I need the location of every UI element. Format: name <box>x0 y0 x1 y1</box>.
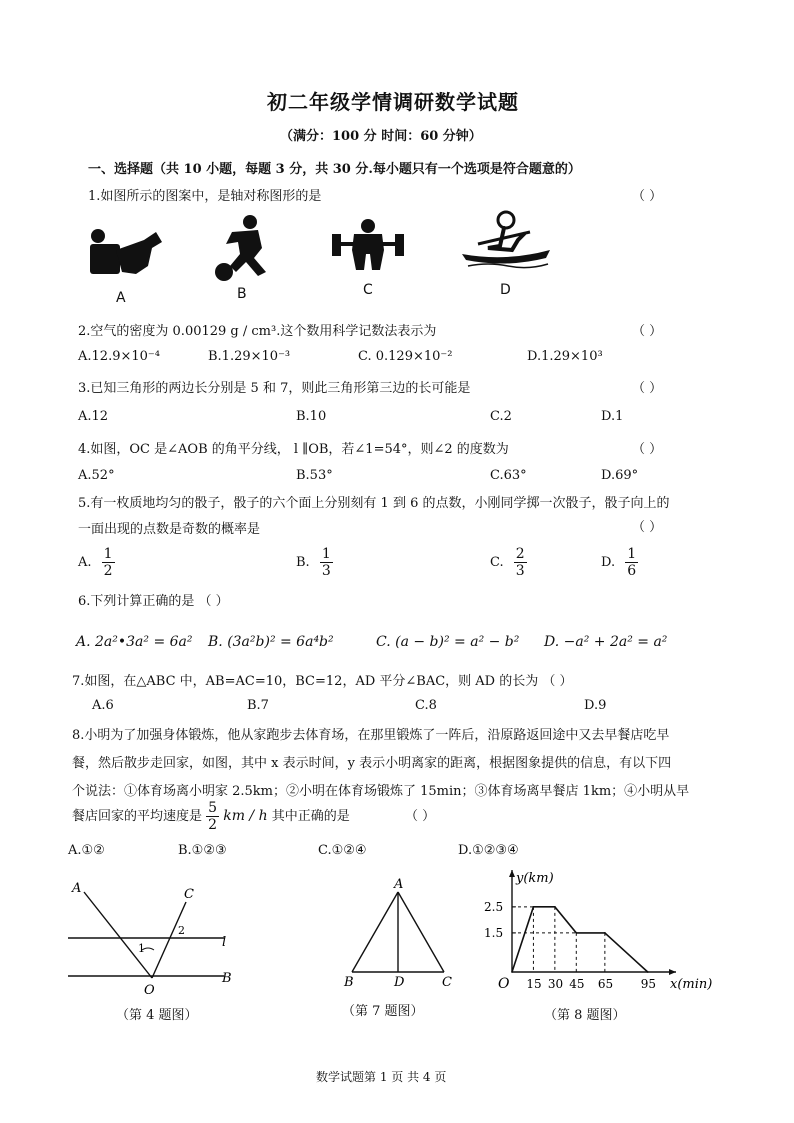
q7-option-a[interactable]: A.6 <box>92 698 114 713</box>
q5-option-a-letter: A. <box>78 555 92 571</box>
q7-option-b[interactable]: B.7 <box>247 698 269 713</box>
q3-option-b[interactable]: B.10 <box>296 409 327 424</box>
q5-text-line2: 一面出现的点数是奇数的概率是 <box>78 522 261 537</box>
q8-speed-fraction: $\frac{5}{2}$ <box>208 800 218 834</box>
data-point <box>604 932 606 934</box>
q8-option-d[interactable]: D.①②③④ <box>458 843 519 858</box>
y-tick-label: 2.5 <box>484 899 504 914</box>
q1-label-c: C <box>363 282 373 298</box>
q1-label-b: B <box>237 286 247 302</box>
fig4-ray-oc <box>152 902 186 978</box>
q4-answer-paren[interactable]: （ ） <box>632 442 663 457</box>
fig4-label-o: O <box>144 983 155 998</box>
y-axis-label: y(km) <box>516 871 554 886</box>
fig4-label-1: 1 <box>138 942 145 955</box>
q6-text: 6.下列计算正确的是 （ ） <box>78 594 229 609</box>
q1-figure-d <box>458 210 554 270</box>
q4-option-c[interactable]: C.63° <box>490 468 527 483</box>
q5-option-b[interactable] <box>296 546 333 579</box>
page-footer: 数学试题第 1 页 共 4 页 <box>316 1070 447 1084</box>
q8-text-line4-pre: 餐店回家的平均速度是 <box>72 809 203 825</box>
q2-text: 2.空气的密度为 0.00129 g / cm³.这个数用科学记数法表示为 <box>78 324 437 339</box>
q3-option-a[interactable]: A.12 <box>78 409 109 424</box>
q5-option-b-fraction: $\frac{1}{3}$ <box>321 546 331 580</box>
q8-option-a[interactable]: A.①② <box>68 843 105 858</box>
q4-option-a[interactable]: A.52° <box>78 468 115 483</box>
q3-option-d[interactable]: D.1 <box>601 409 624 424</box>
q5-option-d[interactable] <box>601 546 638 579</box>
rower-head-icon <box>498 212 514 228</box>
fig8-chart <box>478 868 713 996</box>
q3-option-c[interactable]: C.2 <box>490 409 512 424</box>
q8-text-line4-post: 其中正确的是 <box>271 809 350 825</box>
q4-text: 4.如图，OC 是∠AOB 的角平分线， l ∥OB，若∠1=54°，则∠2 的度数为 <box>78 442 509 457</box>
y-tick-label: 1.5 <box>484 925 504 940</box>
page-subtitle: （满分：100 分 时间：60 分钟） <box>280 129 482 144</box>
q8-text-line4 <box>72 800 350 833</box>
q8-option-b[interactable]: B.①②③ <box>178 843 227 858</box>
x-tick-label: 15 <box>526 977 542 991</box>
fig7-side-ac <box>398 892 444 972</box>
q6-option-b[interactable]: B. (3a²b)² = 6a⁴b² <box>208 634 334 650</box>
q5-answer-paren[interactable]: （ ） <box>632 520 663 535</box>
data-point <box>533 906 535 908</box>
q1-figure-a <box>86 226 166 286</box>
data-point <box>647 971 649 973</box>
fig7-label-a: A <box>394 877 404 892</box>
fig7-diagram <box>338 878 458 990</box>
section-heading: 一、选择题（共 10 小题，每题 3 分，共 30 分.每小题只有一个选项是符合题意的） <box>88 162 581 177</box>
q6-option-c[interactable]: C. (a − b)² = a² − b² <box>376 634 520 650</box>
q2-option-a[interactable]: A.12.9×10⁻⁴ <box>78 349 160 364</box>
q5-option-b-letter: B. <box>296 555 310 571</box>
q7-option-d[interactable]: D.9 <box>584 698 607 713</box>
q1-answer-paren[interactable]: （ ） <box>632 189 663 204</box>
q5-text-line1: 5.有一枚质地均匀的骰子，骰子的六个面上分别刻有 1 到 6 的点数，小刚同学掷一次骰子，骰子向上的 <box>78 496 670 511</box>
q7-text: 7.如图，在△ABC 中，AB=AC=10，BC=12，AD 平分∠BAC，则 AD 的长为 （ ） <box>72 674 573 689</box>
q1-label-a: A <box>116 290 126 306</box>
fig7-label-c: C <box>442 975 452 990</box>
fig7-label-b: B <box>344 975 354 990</box>
q7-option-c[interactable]: C.8 <box>415 698 437 713</box>
fig4-label-a: A <box>72 881 82 896</box>
rider-head-icon <box>91 229 105 243</box>
q4-option-b[interactable]: B.53° <box>296 468 333 483</box>
origin-label: O <box>498 976 510 992</box>
q5-option-c-fraction: $\frac{2}{3}$ <box>515 546 525 580</box>
q3-text: 3.已知三角形的两边长分别是 5 和 7，则此三角形第三边的长可能是 <box>78 381 471 396</box>
q1-figure-b <box>214 214 274 284</box>
q5-option-d-letter: D. <box>601 555 616 571</box>
q8-option-c[interactable]: C.①②④ <box>318 843 367 858</box>
x-axis-arrow-icon <box>669 969 676 975</box>
q2-option-c[interactable]: C. 0.129×10⁻² <box>358 349 453 364</box>
q8-answer-paren[interactable]: （ ） <box>405 809 436 824</box>
q1-label-d: D <box>500 282 511 298</box>
x-tick-label: 65 <box>597 977 614 991</box>
fig4-caption: （第 4 题图） <box>116 1008 198 1023</box>
y-axis-arrow-icon <box>509 870 515 877</box>
fig7-side-ab <box>352 892 398 972</box>
fig4-label-l: l <box>222 935 227 950</box>
distance-series-line <box>512 907 648 972</box>
q6-option-d[interactable]: D. −a² + 2a² = a² <box>544 634 668 650</box>
fig4-diagram <box>62 880 252 1000</box>
q8-text-line1: 8.小明为了加强身体锻炼，他从家跑步去体育场，在那里锻炼了一阵后，沿原路返回途中又去早餐店吃早 <box>72 728 670 743</box>
q2-option-b[interactable]: B.1.29×10⁻³ <box>208 349 291 364</box>
q2-option-d[interactable]: D.1.29×10³ <box>527 349 603 364</box>
q8-text-line3: 个说法：①体育场离小明家 2.5km；②小明在体育场锻炼了 15min；③体育场离早餐店 1km；④小明从早 <box>72 784 690 799</box>
fig4-label-b: B <box>222 971 232 986</box>
q8-text-line2: 餐，然后散步走回家，如图，其中 x 表示时间，y 表示小明离家的距离，根据图象提供的信息，有以下四 <box>72 756 672 771</box>
x-tick-label: 30 <box>547 977 564 991</box>
fig7-label-d: D <box>394 975 405 990</box>
q5-option-a[interactable] <box>78 546 115 579</box>
q8-speed-unit: km / h <box>223 808 268 825</box>
player-head-icon <box>243 215 257 229</box>
fig7-caption: （第 7 题图） <box>342 1004 424 1019</box>
q1-text: 1.如图所示的图案中，是轴对称图形的是 <box>88 189 322 204</box>
fig4-label-2: 2 <box>178 924 185 937</box>
x-tick-label: 95 <box>640 977 656 991</box>
data-point <box>554 906 556 908</box>
q2-answer-paren[interactable]: （ ） <box>632 324 663 339</box>
q3-answer-paren[interactable]: （ ） <box>632 381 663 396</box>
q4-option-d[interactable]: D.69° <box>601 468 639 483</box>
fig4-label-c: C <box>184 887 194 902</box>
data-point <box>575 932 577 934</box>
fig8-caption: （第 8 题图） <box>544 1008 626 1023</box>
q5-option-a-fraction: $\frac{1}{2}$ <box>103 546 113 580</box>
ball-icon <box>215 263 233 281</box>
q1-figure-c <box>330 218 406 272</box>
data-point <box>511 971 513 973</box>
q5-option-d-fraction: $\frac{1}{6}$ <box>627 546 637 580</box>
page-title: 初二年级学情调研数学试题 <box>267 90 519 114</box>
q5-option-c[interactable] <box>490 546 527 579</box>
fig4-ray-oa <box>84 892 152 978</box>
x-tick-label: 45 <box>569 977 585 991</box>
q5-option-c-letter: C. <box>490 555 504 571</box>
x-axis-label: x(min) <box>670 977 713 992</box>
lifter-head-icon <box>361 219 375 233</box>
q6-option-a[interactable]: A. 2a²•3a² = 6a² <box>76 634 193 650</box>
